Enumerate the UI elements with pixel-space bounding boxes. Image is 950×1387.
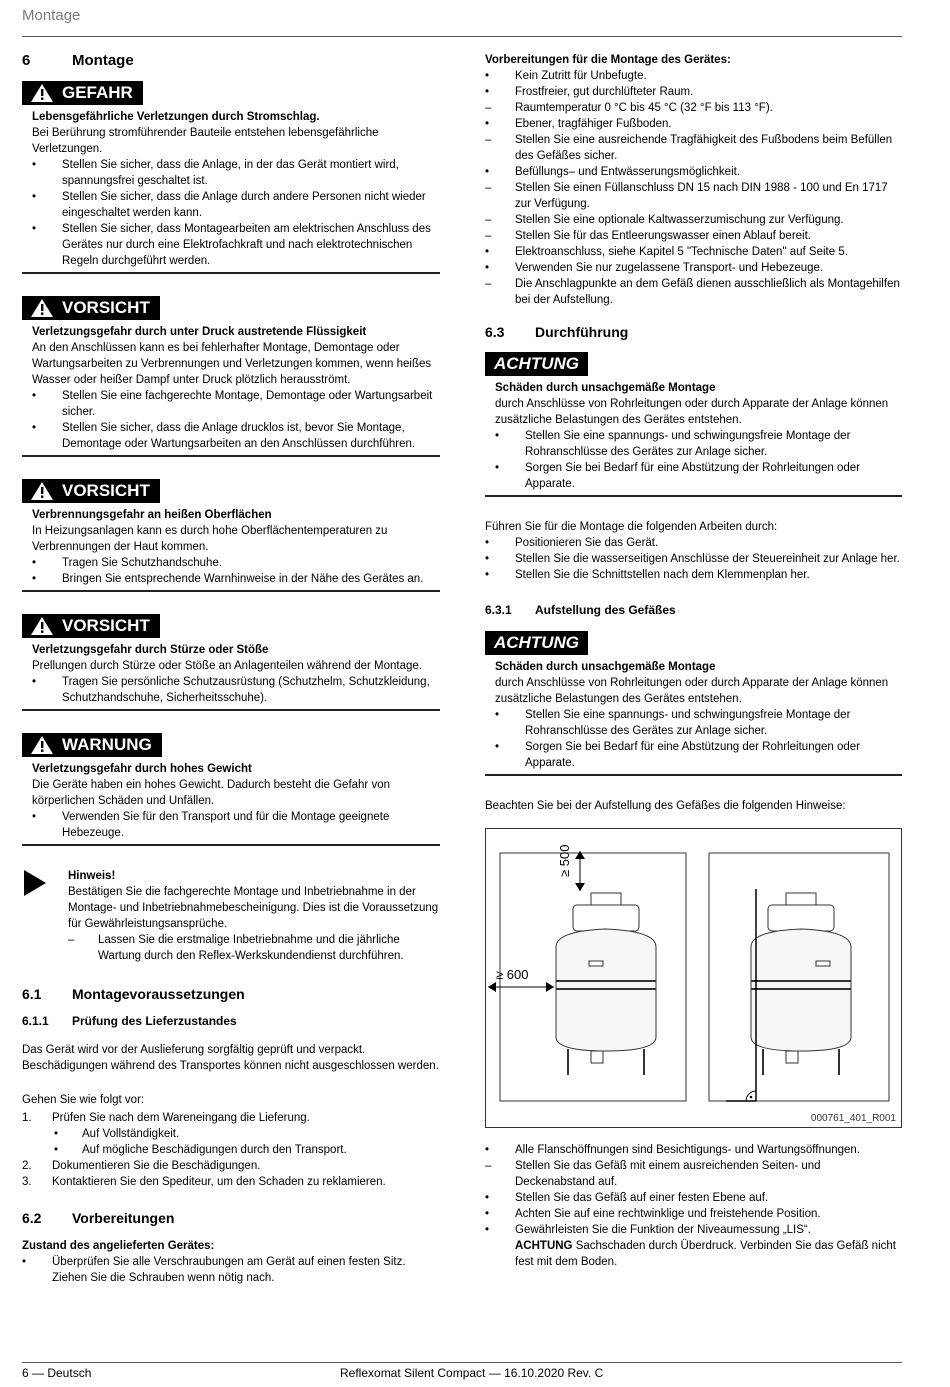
paragraph: Führen Sie für die Montage die folgenden Arbeiten durch:	[485, 521, 778, 533]
right-column	[485, 52, 902, 1270]
subheading: Zustand des angelieferten Gerätes:	[22, 1240, 215, 1252]
warning-triangle-icon	[30, 735, 56, 755]
list-item: • Stellen Sie eine spannungs- und schwingungsfreie Montage der Rohranschlüsse des Gerätes zur Anlage sicher.	[485, 428, 902, 460]
achtung-text: Sachschaden durch Überdruck. Verbinden Sie das Gefäß nicht fest mit dem Boden.	[515, 1240, 896, 1268]
warning-text: Die Geräte haben ein hohes Gewicht. Dadurch besteht die Gefahr von körperlichen Schäden und Unfällen.	[32, 779, 390, 807]
list-item-text: Kein Zutritt für Unbefugte.	[515, 70, 647, 82]
list-item: • Positionieren Sie das Gerät.	[485, 535, 902, 551]
left-column	[22, 52, 440, 1286]
warning-label	[22, 733, 162, 757]
achtung-box-2	[485, 631, 902, 776]
steps-list	[22, 1110, 440, 1190]
list-item	[485, 84, 902, 116]
section-title: Vorbereitungen	[72, 1210, 175, 1226]
dash-item: – Stellen Sie eine ausreichende Tragfähigkeit des Fußbodens beim Befüllen des Gefäßes sicher.	[485, 132, 902, 164]
section-6-2-heading	[22, 1210, 440, 1226]
section-6-1-1-heading	[22, 1014, 440, 1028]
warning-box	[22, 614, 440, 711]
list-item-text: Ebener, tragfähiger Fußboden.	[515, 118, 672, 130]
achtung-word: ACHTUNG	[515, 1240, 573, 1252]
warning-title: Verbrennungsgefahr an heißen Oberflächen	[32, 509, 272, 521]
warning-title: Lebensgefährliche Verletzungen durch Stromschlag.	[32, 111, 320, 123]
paragraph: Beachten Sie bei der Aufstellung des Gefäßes die folgenden Hinweise:	[485, 800, 846, 812]
section-6-heading	[22, 52, 440, 69]
dash-item: – Die Anschlagpunkte an dem Gefäß dienen ausschließlich als Montagehilfen bei der Aufstellung.	[485, 276, 902, 308]
achtung-label: ACHTUNG	[485, 631, 588, 655]
warnings-list	[22, 81, 440, 846]
note-dash-item: – Lassen Sie die erstmalige Inbetriebnahme und die jährliche Wartung durch den Reflex-Werkskundendienst durchführen.	[38, 932, 440, 964]
achtung-box-1	[485, 352, 902, 497]
section-title: Montage	[72, 52, 134, 69]
list-item: • Stellen Sie sicher, dass die Anlage drucklos ist, bevor Sie Montage, Demontage oder Wartungsarbeiten an den Anschlüssen durchführen.	[22, 420, 440, 452]
sub-item: • Auf Vollständigkeit.	[22, 1126, 440, 1142]
list-item: • Tragen Sie Schutzhandschuhe.	[22, 555, 440, 571]
section-number: 6	[22, 52, 31, 69]
list-item: • Sorgen Sie bei Bedarf für eine Abstützung der Rohrleitungen oder Apparate.	[485, 739, 902, 771]
list-item: • Bringen Sie entsprechende Warnhinweise in der Nähe des Gerätes an.	[22, 571, 440, 587]
warning-triangle-icon	[30, 83, 56, 103]
section-title: Montagevoraussetzungen	[72, 986, 245, 1002]
warning-label	[22, 296, 160, 320]
header-divider	[22, 36, 902, 37]
warning-label-text: WARNUNG	[62, 735, 152, 754]
list-item: • Verwenden Sie für den Transport und für die Montage geeignete Hebezeuge.	[22, 809, 440, 841]
warning-text: An den Anschlüssen kann es bei fehlerhafter Montage, Demontage oder Wartungsarbeiten zu Verbrennungen und Verletzungen kommen, wenn heißes Wasser oder heißer Dampf unter Druck plötzlich herausströmt.	[32, 342, 432, 386]
vessel-diagram	[486, 829, 901, 1127]
footer-doc-title: Reflexomat Silent Compact — 16.10.2020 Rev. C	[340, 1366, 604, 1380]
list-item-text: Stellen Sie das Gefäß auf einer festen Ebene auf.	[515, 1192, 769, 1204]
list-item: • Stellen Sie die Schnittstellen nach dem Klemmenplan her.	[485, 567, 902, 583]
warning-title: Verletzungsgefahr durch hohes Gewicht	[32, 763, 252, 775]
note-text: Bestätigen Sie die fachgerechte Montage und Inbetriebnahme in der Montage- und Inbetriebnahmebescheinigung. Dies ist die Voraussetzung für Gewährleistungsansprüche.	[68, 886, 439, 930]
warning-text: Bei Berührung stromführender Bauteile entstehen lebensgefährliche Verletzungen.	[32, 127, 379, 155]
warning-label	[22, 81, 143, 105]
step-number: 3.	[22, 1176, 32, 1188]
achtung-title: Schäden durch unsachgemäße Montage	[495, 661, 716, 673]
section-title: Aufstellung des Gefäßes	[535, 603, 676, 617]
list-item-text: Gewährleisten Sie die Funktion der Niveaumessung „LIS“.	[515, 1224, 811, 1236]
warning-label-text: VORSICHT	[62, 298, 150, 317]
section-number: 6.3	[485, 324, 505, 340]
installation-figure	[485, 828, 902, 1128]
step-number: 1.	[22, 1112, 32, 1124]
prep-list	[485, 68, 902, 308]
warning-triangle-icon	[30, 298, 56, 318]
section-title: Durchführung	[535, 324, 629, 340]
list-item-text: Verwenden Sie nur zugelassene Transport- und Hebezeuge.	[515, 262, 824, 274]
warning-box	[22, 296, 440, 457]
warning-box	[22, 479, 440, 592]
list-item-text: Alle Flanschöffnungen sind Besichtigungs- und Wartungsöffnungen.	[515, 1144, 861, 1156]
step-number: 2.	[22, 1160, 32, 1172]
list-item	[485, 1142, 902, 1190]
section-number: 6.2	[22, 1210, 42, 1226]
list-item: • Stellen Sie sicher, dass die Anlage, in der das Gerät montiert wird, spannungsfrei geschaltet ist.	[22, 157, 440, 189]
final-list	[485, 1142, 902, 1238]
step-text: Dokumentieren Sie die Beschädigungen.	[52, 1160, 261, 1172]
step-text: Prüfen Sie nach dem Wareneingang die Lieferung.	[52, 1112, 310, 1124]
list-item: • Stellen Sie sicher, dass Montagearbeiten am elektrischen Anschluss des Gerätes nur durch eine Elektrofachkraft und nach elektrotechnischen Regeln durchgeführt werden.	[22, 221, 440, 269]
sub-item: • Auf mögliche Beschädigungen durch den Transport.	[22, 1142, 440, 1158]
list-item-text: Elektroanschluss, siehe Kapitel 5 "Technische Daten" auf Seite 5.	[515, 246, 848, 258]
dim-top-label: ≥ 500	[557, 844, 572, 877]
section-number: 6.3.1	[485, 603, 512, 617]
step-item	[22, 1110, 440, 1158]
warning-label-text: VORSICHT	[62, 616, 150, 635]
list-item: • Sorgen Sie bei Bedarf für eine Abstützung der Rohrleitungen oder Apparate.	[485, 460, 902, 492]
section-title: Prüfung des Lieferzustandes	[72, 1014, 237, 1028]
warning-box	[22, 81, 440, 274]
footer-divider	[22, 1362, 902, 1363]
footer-page: 6 — Deutsch	[22, 1366, 92, 1380]
step-text: Kontaktieren Sie den Spediteur, um den Schaden zu reklamieren.	[52, 1176, 386, 1188]
warning-label	[22, 479, 160, 503]
warning-triangle-icon	[30, 616, 56, 636]
list-item	[485, 164, 902, 244]
note-title: Hinweis!	[68, 870, 116, 882]
section-6-3-1-heading	[485, 603, 902, 617]
warning-label	[22, 614, 160, 638]
list-item	[485, 260, 902, 308]
list-item	[485, 244, 902, 260]
list-item: • Überprüfen Sie alle Verschraubungen am Gerät auf einen festen Sitz. Ziehen Sie die Schrauben wenn nötig nach.	[22, 1254, 440, 1286]
list-item: • Stellen Sie eine spannungs- und schwingungsfreie Montage der Rohranschlüsse des Gerätes zur Anlage sicher.	[485, 707, 902, 739]
warning-label-text: VORSICHT	[62, 481, 150, 500]
achtung-label: ACHTUNG	[485, 352, 588, 376]
warning-box	[22, 733, 440, 846]
list-item: • Tragen Sie persönliche Schutzausrüstung (Schutzhelm, Schutzkleidung, Schutzhandschuhe, Sicherheitsschuhe).	[22, 674, 440, 706]
dash-item: – Stellen Sie einen Füllanschluss DN 15 nach DIN 1988 - 100 und En 1717 zur Verfügung.	[485, 180, 902, 212]
dim-side-label: ≥ 600	[496, 967, 529, 982]
note-box	[22, 868, 440, 964]
list-item-text: Befüllungs– und Entwässerungsmöglichkeit.	[515, 166, 741, 178]
list-item	[485, 1222, 902, 1238]
list-item: • Stellen Sie eine fachgerechte Montage, Demontage oder Wartungsarbeit sicher.	[22, 388, 440, 420]
warning-label-text: GEFAHR	[62, 83, 133, 102]
prep-title: Vorbereitungen für die Montage des Gerätes:	[485, 54, 731, 66]
warning-text: In Heizungsanlagen kann es durch hohe Oberflächentemperaturen zu Verbrennungen der Haut kommen.	[32, 525, 388, 553]
warning-title: Verletzungsgefahr durch unter Druck austretende Flüssigkeit	[32, 326, 367, 338]
page-header-title: Montage	[22, 7, 81, 24]
dash-item: – Raumtemperatur 0 °C bis 45 °C (32 °F bis 113 °F).	[485, 100, 902, 116]
step-item	[22, 1174, 440, 1190]
list-item-text: Achten Sie auf eine rechtwinklige und freistehende Position.	[515, 1208, 821, 1220]
list-item	[485, 68, 902, 84]
dash-item: – Stellen Sie für das Entleerungswasser einen Ablauf bereit.	[485, 228, 902, 244]
list-item	[485, 116, 902, 164]
paragraph: Das Gerät wird vor der Auslieferung sorgfältig geprüft und verpackt. Beschädigungen während des Transportes können nicht ausgeschlossen werden.	[22, 1044, 439, 1072]
list-item	[485, 1206, 902, 1222]
paragraph: Gehen Sie wie folgt vor:	[22, 1094, 145, 1106]
list-item: • Stellen Sie die wasserseitigen Anschlüsse der Steuereinheit zur Anlage her.	[485, 551, 902, 567]
warning-text: Prellungen durch Stürze oder Stöße an Anlagenteilen während der Montage.	[32, 660, 422, 672]
section-number: 6.1	[22, 986, 42, 1002]
achtung-title: Schäden durch unsachgemäße Montage	[495, 382, 716, 394]
section-6-3-heading	[485, 324, 902, 340]
list-item	[485, 1190, 902, 1206]
dash-item: – Stellen Sie eine optionale Kaltwasserzumischung zur Verfügung.	[485, 212, 902, 228]
final-achtung	[485, 1238, 902, 1270]
warning-triangle-icon	[30, 481, 56, 501]
section-6-1-heading	[22, 986, 440, 1002]
list-item: • Stellen Sie sicher, dass die Anlage durch andere Personen nicht wieder eingeschaltet werden kann.	[22, 189, 440, 221]
achtung-text: durch Anschlüsse von Rohrleitungen oder durch Apparate der Anlage können zusätzliche Belastungen des Gerätes entstehen.	[495, 677, 889, 705]
steps-list	[485, 535, 902, 583]
warning-title: Verletzungsgefahr durch Stürze oder Stöße	[32, 644, 269, 656]
section-number: 6.1.1	[22, 1014, 49, 1028]
achtung-text: durch Anschlüsse von Rohrleitungen oder durch Apparate der Anlage können zusätzliche Belastungen des Gerätes entstehen.	[495, 398, 889, 426]
figure-code: 000761_401_R001	[810, 1113, 896, 1124]
list-item-text: Frostfreier, gut durchlüfteter Raum.	[515, 86, 694, 98]
dash-item: – Stellen Sie das Gefäß mit einem ausreichenden Seiten- und Deckenabstand auf.	[485, 1158, 902, 1190]
step-item	[22, 1158, 440, 1174]
